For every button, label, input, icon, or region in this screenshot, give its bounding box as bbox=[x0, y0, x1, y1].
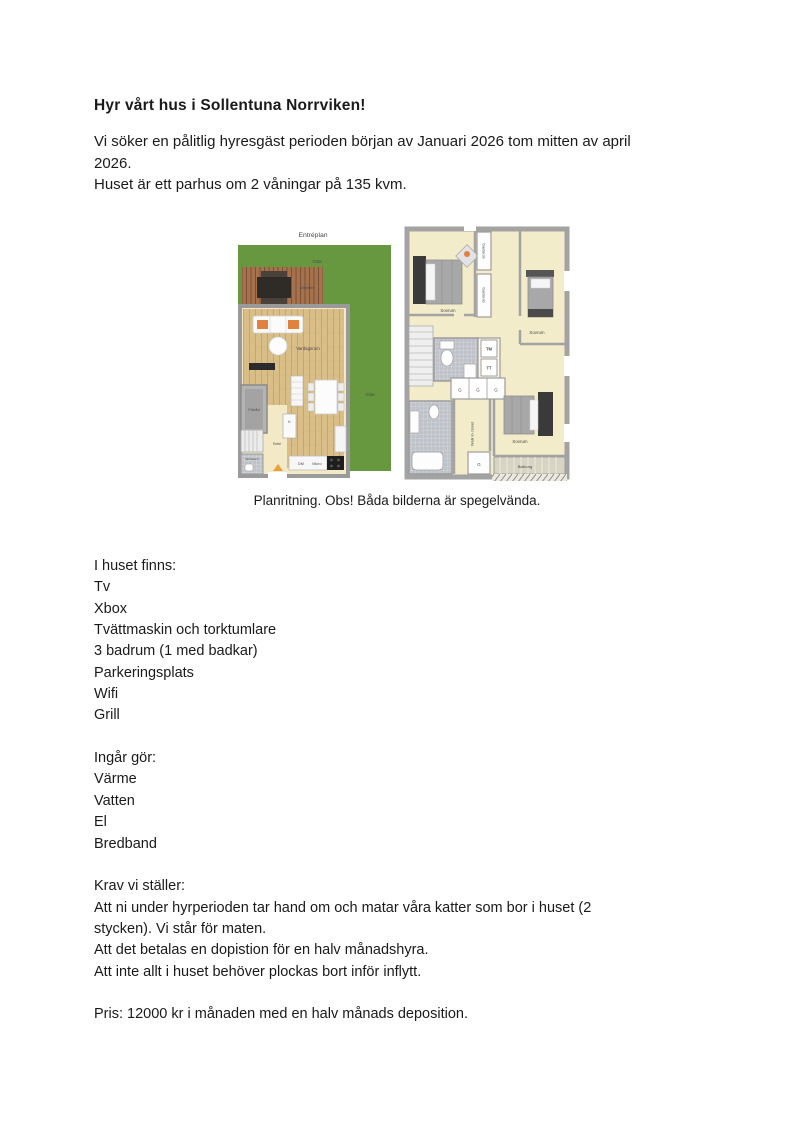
section-item: El bbox=[94, 814, 107, 831]
closet-2-label: G bbox=[476, 387, 480, 393]
stairs-upper bbox=[409, 326, 433, 386]
fridge-label: K bbox=[288, 420, 291, 424]
section-heading: I huset finns: bbox=[94, 558, 177, 574]
intro-paragraph bbox=[94, 131, 631, 196]
dishwasher-label: DM bbox=[298, 462, 304, 466]
section-item: stycken). Vi står för maten. bbox=[94, 920, 267, 937]
section-item: Xbox bbox=[94, 600, 128, 617]
ground-floor-plan bbox=[237, 228, 393, 480]
section-item: 3 badrum (1 med badkar) bbox=[94, 643, 258, 660]
intro-line-2: 2026. bbox=[94, 154, 132, 172]
bedroom-2-label: Sovrum bbox=[529, 330, 545, 335]
text-section bbox=[94, 876, 591, 983]
patio-label: Uteplats bbox=[299, 285, 315, 290]
section-item: Att ni under hyrperioden tar hand om och matar våra katter som bor i huset (2 bbox=[94, 899, 592, 916]
kitchen-bench bbox=[335, 426, 346, 452]
closet-4 bbox=[468, 452, 490, 474]
wardrobe-closets bbox=[477, 232, 491, 317]
text-section bbox=[94, 748, 591, 855]
stove bbox=[327, 456, 344, 470]
bedroom-1-label: Sovrum bbox=[440, 308, 456, 313]
section-item: Tvättmaskin och torktumlare bbox=[94, 622, 277, 639]
section-item: Värme bbox=[94, 771, 137, 788]
section-heading: Krav vi ställer: bbox=[94, 878, 186, 895]
grass-top-label: Gräs bbox=[312, 259, 322, 264]
section-item: Att det betalas en dopistion för en halv månadshyra. bbox=[94, 942, 429, 959]
closet-1-label: G bbox=[458, 387, 462, 393]
page-title: Hyr vårt hus i Sollentuna Norrviken! bbox=[94, 97, 366, 114]
dryer-label: TT bbox=[486, 365, 492, 371]
bathroom-lower bbox=[409, 401, 452, 474]
section-item: Vatten bbox=[94, 792, 135, 809]
entry-label: Entré bbox=[272, 442, 282, 446]
laundry-room bbox=[478, 338, 500, 381]
ground-floor-title: Entréplan bbox=[298, 232, 328, 239]
body-sections bbox=[94, 556, 591, 1026]
balcony-label: Balkong bbox=[517, 464, 533, 469]
storage-label: Förråd bbox=[248, 408, 260, 412]
section-item: Att inte allt i huset behöver plockas bort inför inflytt. bbox=[94, 963, 422, 980]
upper-floor-plan bbox=[404, 226, 570, 482]
closet-4-label: G bbox=[477, 462, 481, 467]
price-line: Pris: 12000 kr i månaden med en halv månads deposition. bbox=[94, 1006, 468, 1023]
walk-in-closet-label: Walk in closet bbox=[469, 421, 475, 447]
washer-label: TM bbox=[485, 346, 493, 352]
balcony bbox=[492, 457, 567, 481]
stairs bbox=[241, 430, 263, 452]
section-item: Parkeringsplats bbox=[94, 664, 194, 681]
section-item: Tv bbox=[94, 579, 111, 596]
closet-row bbox=[451, 378, 505, 399]
grass-right-label: Gräs bbox=[365, 392, 375, 397]
floorplan-caption: Planritning. Obs! Båda bilderna är spegelvända. bbox=[253, 493, 541, 508]
micro-label: Micro bbox=[312, 462, 322, 466]
fridge-cabinet bbox=[283, 414, 296, 438]
bathroom-middle bbox=[434, 338, 478, 381]
section-item: Grill bbox=[94, 707, 120, 724]
wood-deck bbox=[242, 267, 323, 305]
wardrobe-1-label: Garderob bbox=[481, 243, 486, 259]
living-room-label: Vardagsrum bbox=[296, 346, 320, 351]
round-table bbox=[269, 337, 287, 355]
bedroom-3-label: Sovrum bbox=[512, 439, 528, 444]
section-item: Bredband bbox=[94, 835, 157, 852]
storage-room bbox=[241, 385, 267, 433]
intro-line-1: Vi söker en pålitlig hyresgäst perioden början av Januari 2026 tom mitten av april bbox=[94, 133, 631, 150]
wardrobe-2-label: Garderob bbox=[481, 287, 486, 303]
closet-3-label: G bbox=[494, 387, 498, 393]
dining-table bbox=[308, 380, 344, 414]
section-item: Wifi bbox=[94, 686, 119, 703]
text-section bbox=[94, 556, 591, 727]
shelving-unit bbox=[291, 376, 303, 406]
wc-room bbox=[241, 454, 263, 474]
wc-label: WC/dusch bbox=[245, 457, 259, 461]
intro-line-3: Huset är ett parhus om 2 våningar på 135 kvm. bbox=[94, 176, 407, 193]
tv-sideboard bbox=[249, 363, 275, 370]
section-heading: Ingår gör: bbox=[94, 750, 157, 767]
sofa bbox=[253, 316, 303, 333]
